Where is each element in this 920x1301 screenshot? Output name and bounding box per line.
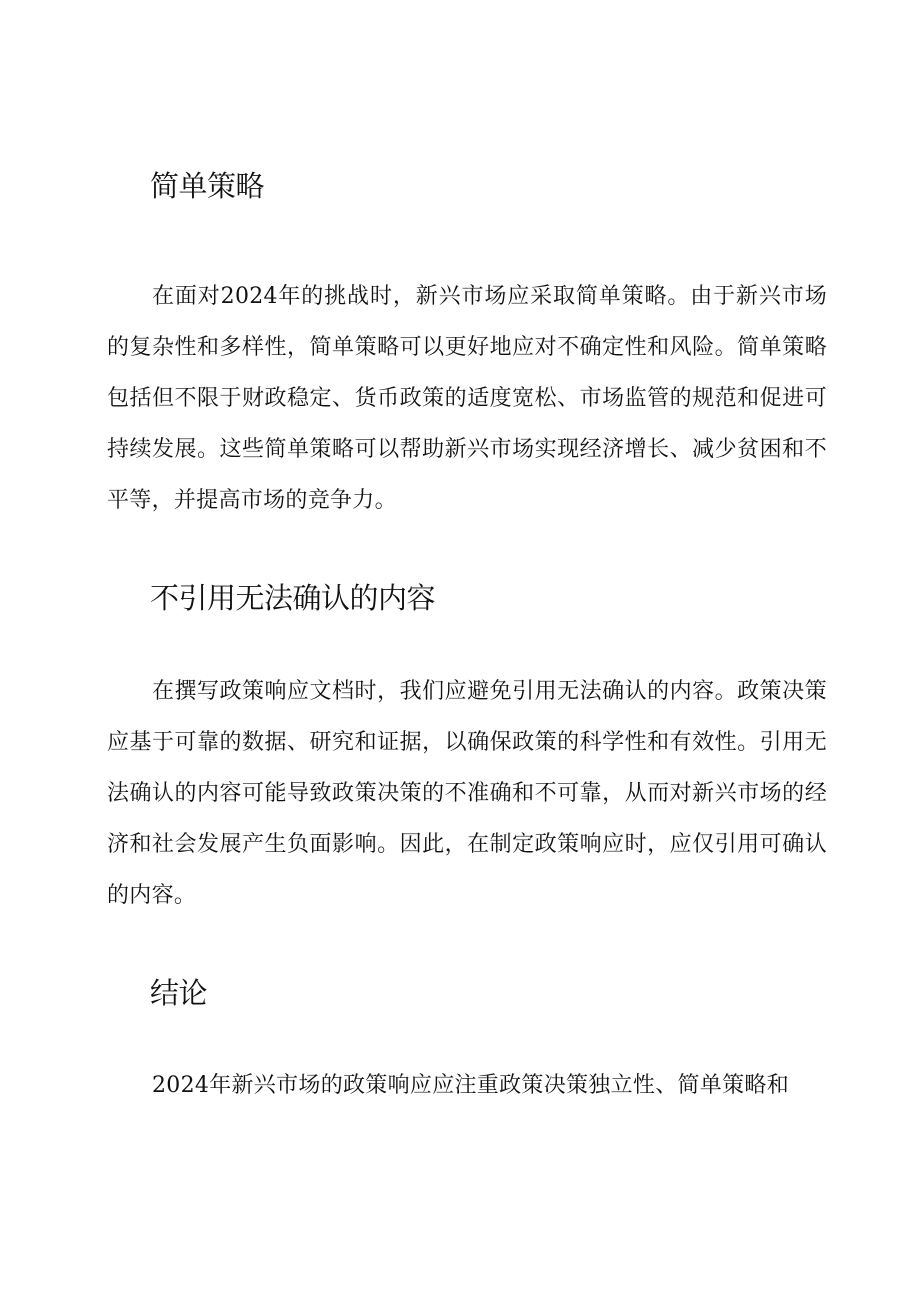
section-paragraph-simple-strategy: 在面对2024年的挑战时，新兴市场应采取简单策略。由于新兴市场的复杂性和多样性，简单策略可以更好地应对不确定性和风险。简单策略包括但不限于财政稳定、货币政策的适度宽松、市场监管的规范和促进可持续发展。这些简单策略可以帮助新兴市场实现经济增长、减少贫困和不平等，并提高市场的竞争力。 [107,284,827,513]
section-paragraph-no-unverified-content: 在撰写政策响应文档时，我们应避免引用无法确认的内容。政策决策应基于可靠的数据、研究和证据，以确保政策的科学性和有效性。引用无法确认的内容可能导致政策决策的不准确和不可靠，从而对新兴市场的经济和社会发展产生负面影响。因此，在制定政策响应时，应仅引用可确认的内容。 [107,679,827,908]
section-heading-conclusion: 结论 [150,976,208,1010]
section-heading-simple-strategy: 简单策略 [150,169,265,203]
section-heading-no-unverified-content: 不引用无法确认的内容 [150,581,436,615]
section-paragraph-conclusion: 2024年新兴市场的政策响应应注重政策决策独立性、简单策略和 [152,1073,789,1098]
